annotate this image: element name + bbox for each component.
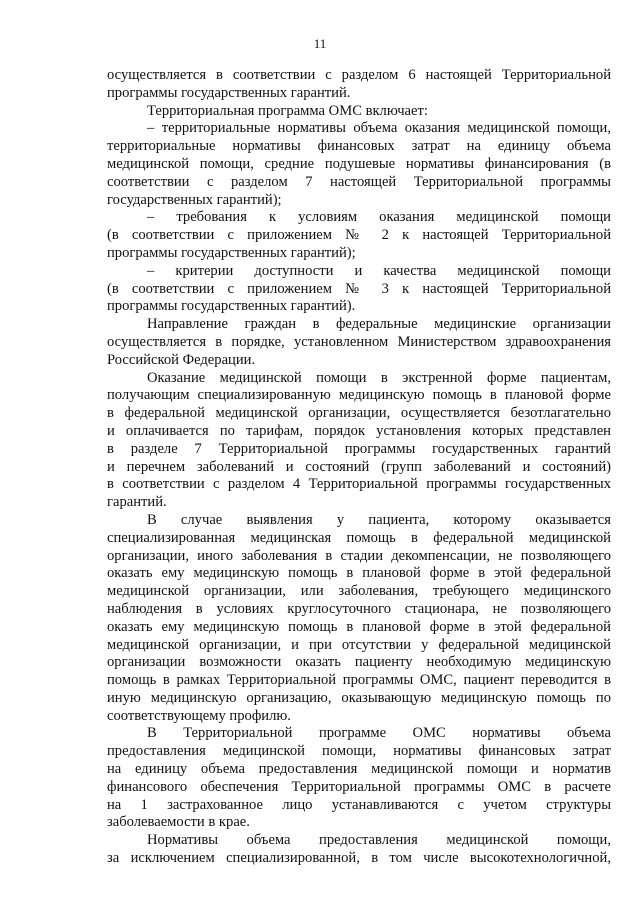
text-line: государственных гарантий); [107, 191, 282, 208]
text-line: в федеральной медицинской организации, осуществляется безотлагательно [107, 405, 611, 422]
text-line: программы государственных гарантий); [107, 244, 356, 261]
page-number: 11 [313, 36, 327, 51]
document-body [107, 67, 611, 868]
text-line: – территориальные нормативы объема оказания медицинской помощи, [147, 120, 611, 137]
text-line: получающим специализированную медицинскую помощь в плановой форме [107, 387, 611, 404]
text-line: В случае выявления у пациента, которому оказывается [147, 511, 611, 528]
text-line: помощь в рамках Территориальной программы ОМС, пациент переводится в [107, 672, 611, 689]
text-line: оказать ему медицинскую помощь в плановой форме в этой федеральной [107, 565, 611, 582]
text-line: гарантий. [107, 494, 167, 511]
text-line: – критерии доступности и качества медицинской помощи [147, 262, 611, 279]
text-line: Территориальная программа ОМС включает: [147, 102, 428, 119]
text-line: программы государственных гарантий). [107, 298, 356, 315]
text-line: (в соответствии с приложением № 2 к настоящей Территориальной [107, 227, 611, 244]
text-line: осуществляется в соответствии с разделом 6 настоящей Территориальной [107, 67, 611, 83]
text-line: финансового обеспечения Территориальной программы ОМС в расчете [107, 778, 611, 795]
text-line: Нормативы объема предоставления медицинской помощи, [147, 832, 611, 849]
text-line: за исключением специализированной, в том числе высокотехнологичной, [107, 850, 611, 867]
text-line: соответствии с разделом 7 настоящей Территориальной программы [107, 173, 611, 190]
text-line: иную медицинскую организацию, оказывающую медицинскую помощь по [107, 689, 611, 706]
text-line: Российской Федерации. [107, 351, 256, 368]
text-line: территориальные нормативы финансовых затрат на единицу объема [107, 138, 611, 155]
text-line: медицинской помощи, средние подушевые нормативы финансирования (в [107, 155, 611, 172]
text-line: – требования к условиям оказания медицинской помощи [147, 209, 611, 226]
text-line: осуществляется в порядке, установленном Министерством здравоохранения [107, 333, 611, 350]
text-line: соответствующему профилю. [107, 707, 291, 724]
text-line: организации, иного заболевания в стадии декомпенсации, не позволяющего [107, 547, 611, 564]
text-line: организации возможности оказать пациенту необходимую медицинскую [107, 654, 611, 671]
text-line: заболеваемости в крае. [107, 814, 250, 831]
text-line: на 1 застрахованное лицо устанавливаются с учетом структуры [107, 796, 611, 813]
text-line: и перечнем заболеваний и состояний (групп заболеваний и состояний) [107, 458, 611, 475]
text-line: медицинской организации, или заболевания, требующего медицинского [107, 583, 611, 600]
text-line: оказать ему медицинскую помощь в плановой форме в этой федеральной [107, 618, 611, 635]
text-line: Направление граждан в федеральные медицинские организации [147, 316, 611, 333]
text-line: наблюдения в условиях круглосуточного стационара, не позволяющего [107, 600, 611, 617]
text-line: специализированная медицинская помощь в федеральной медицинской [107, 529, 611, 546]
text-line: и оплачивается по тарифам, порядок установления которых представлен [107, 422, 611, 439]
text-line: медицинской организации, и при отсутствии у федеральной медицинской [107, 636, 611, 653]
text-line: (в соответствии с приложением № 3 к настоящей Территориальной [107, 280, 611, 297]
text-line: В Территориальной программе ОМС нормативы объема [147, 725, 611, 742]
text-line: в разделе 7 Территориальной программы государственных гарантий [107, 440, 611, 457]
text-line: в соответствии с разделом 4 Территориальной программы государственных [107, 476, 611, 493]
text-line: Оказание медицинской помощи в экстренной форме пациентам, [147, 369, 611, 386]
text-line: предоставления медицинской помощи, нормативы финансовых затрат [107, 743, 611, 760]
text-line: программы государственных гарантий. [107, 84, 351, 101]
text-line: на единицу объема предоставления медицинской помощи и норматив [107, 761, 611, 778]
